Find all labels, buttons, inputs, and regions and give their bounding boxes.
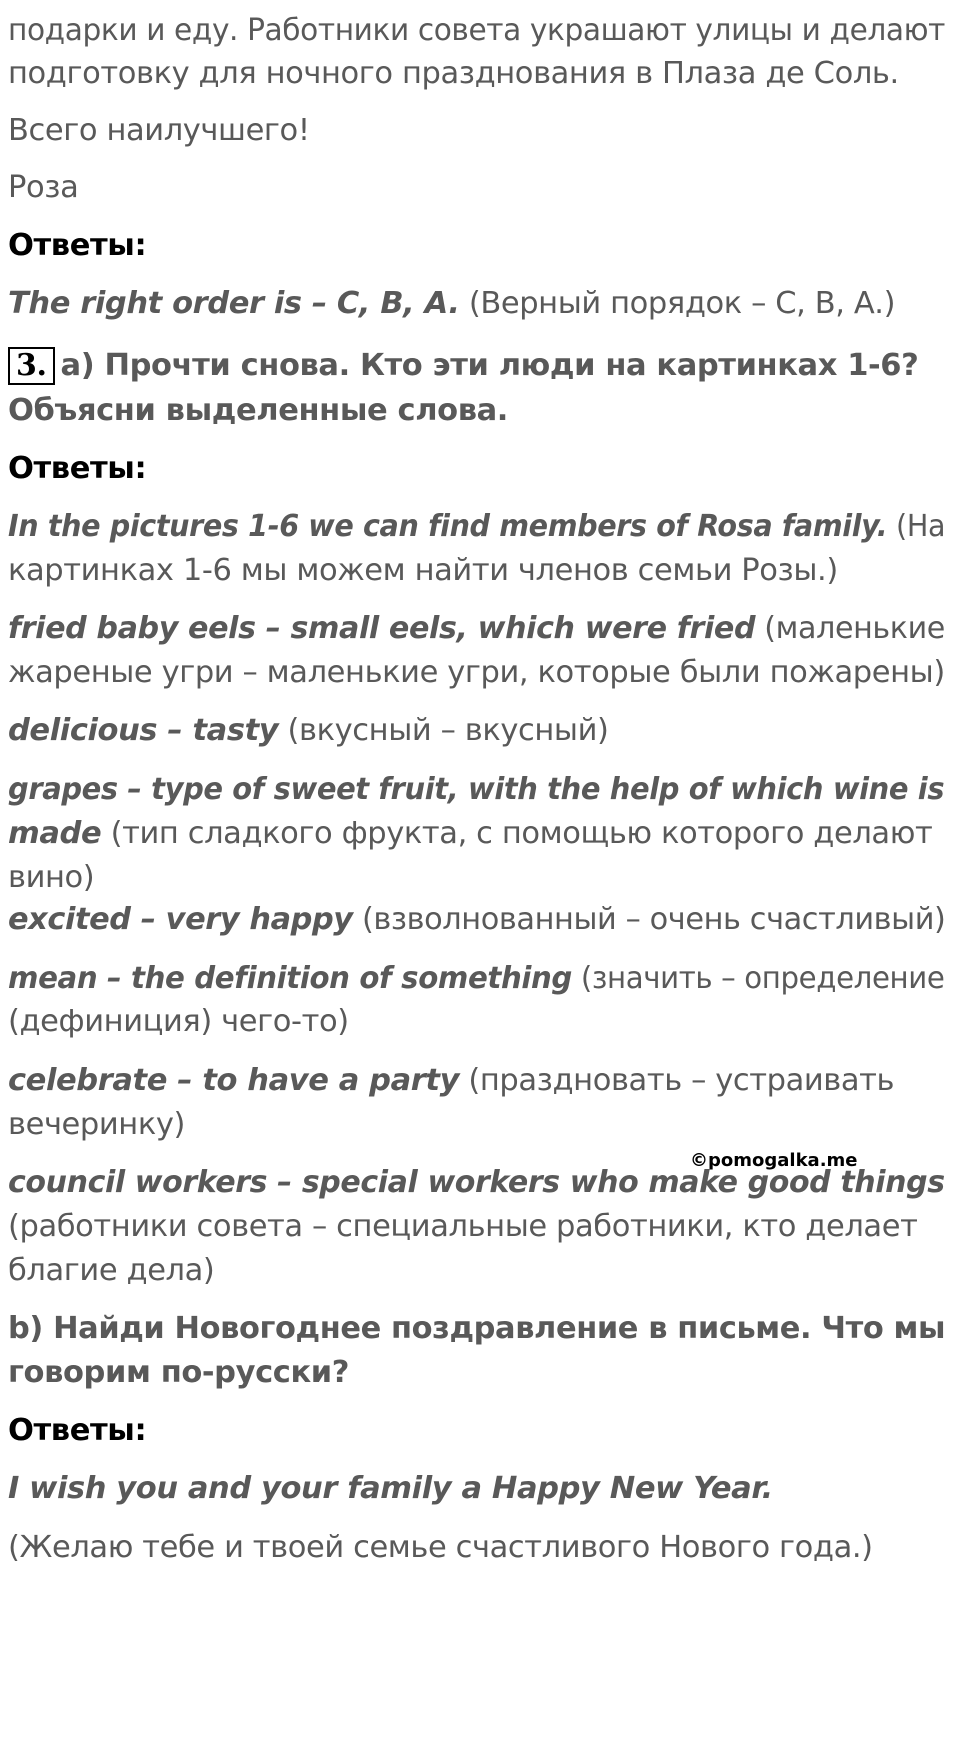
excited-answer [8, 899, 946, 941]
watermark: ©pomogalka.me [690, 1150, 858, 1171]
celebrate-en: celebrate – to have a party [8, 1063, 460, 1098]
mean-en: mean – the definition of something [8, 961, 572, 996]
council-ru-1: (работники совета – специальные работники, кто делает [8, 1209, 918, 1244]
closing-line: Всего наилучшего! [8, 113, 310, 148]
grapes-ru-1: (тип сладкого фрукта, с помощью которого делают [101, 816, 933, 851]
ex2-answer-en: The right order is – C, B, A. [8, 286, 460, 321]
ex3-task-a-line1: a) Прочти снова. Кто эти люди на картинках 1-6? [60, 348, 919, 383]
pictures-en: In the pictures 1-6 we can find members of Rosa family. [8, 509, 888, 544]
delicious-answer [8, 710, 609, 752]
exercise-number-box: 3. [8, 347, 55, 385]
pictures-ru-1: (На [887, 509, 946, 544]
mean-answer [8, 958, 944, 1000]
wish-en: I wish you and your family a Happy New Year. [8, 1471, 773, 1506]
ex3-task-b-line2: говорим по-русски? [8, 1355, 350, 1390]
eels-en: fried baby eels – small eels, which were fried [8, 611, 756, 646]
celebrate-ru-2: вечеринку) [8, 1107, 186, 1142]
answers-heading-2: Ответы: [8, 451, 147, 486]
answers-heading-1: Ответы: [8, 228, 147, 263]
celebrate-ru-1: (праздновать – устраивать [459, 1063, 895, 1098]
ex3-task-a-line2: Объясни выделенные слова. [8, 393, 508, 428]
delicious-en: delicious – tasty [8, 713, 279, 748]
wish-ru: (Желаю тебе и твоей семье счастливого Нового года.) [8, 1530, 873, 1565]
council-ru-2: благие дела) [8, 1253, 215, 1288]
intro-line-1: подарки и еду. Работники совета украшают улицы и делают [8, 13, 946, 48]
excited-ru: (взволнованный – очень счастливый) [352, 902, 946, 937]
pictures-ru-2: картинках 1-6 мы можем найти членов семьи Розы.) [8, 553, 838, 588]
grapes-en-1: grapes – type of sweet fruit, with the help of which wine is [8, 772, 945, 807]
eels-ru-2: жареные угри – маленькие угри, которые были пожарены) [8, 655, 945, 690]
grapes-en-2: made [8, 816, 102, 851]
eels-ru-1: (маленькие [755, 611, 945, 646]
excited-en: excited – very happy [8, 902, 353, 937]
ex3-task-b-line1: b) Найди Новогоднее поздравление в письме. Что мы [8, 1311, 946, 1346]
eels-answer [8, 608, 945, 650]
grapes-answer [8, 813, 932, 855]
delicious-ru: (вкусный – вкусный) [278, 713, 609, 748]
mean-ru-1: (значить – определение [571, 961, 945, 996]
ex2-answer [8, 283, 895, 325]
pictures-answer [8, 506, 945, 548]
grapes-ru-2: вино) [8, 860, 95, 895]
celebrate-answer [8, 1060, 894, 1102]
ex2-answer-ru: (Верный порядок – С, В, А.) [459, 286, 896, 321]
mean-ru-2: (дефиниция) чего-то) [8, 1004, 349, 1039]
answers-heading-3: Ответы: [8, 1413, 147, 1448]
intro-line-2: подготовку для ночного празднования в Плаза де Соль. [8, 56, 899, 91]
council-en: council workers – special workers who make good things [8, 1165, 945, 1200]
signature-line: Роза [8, 170, 79, 205]
ex3-task-a [8, 345, 918, 387]
